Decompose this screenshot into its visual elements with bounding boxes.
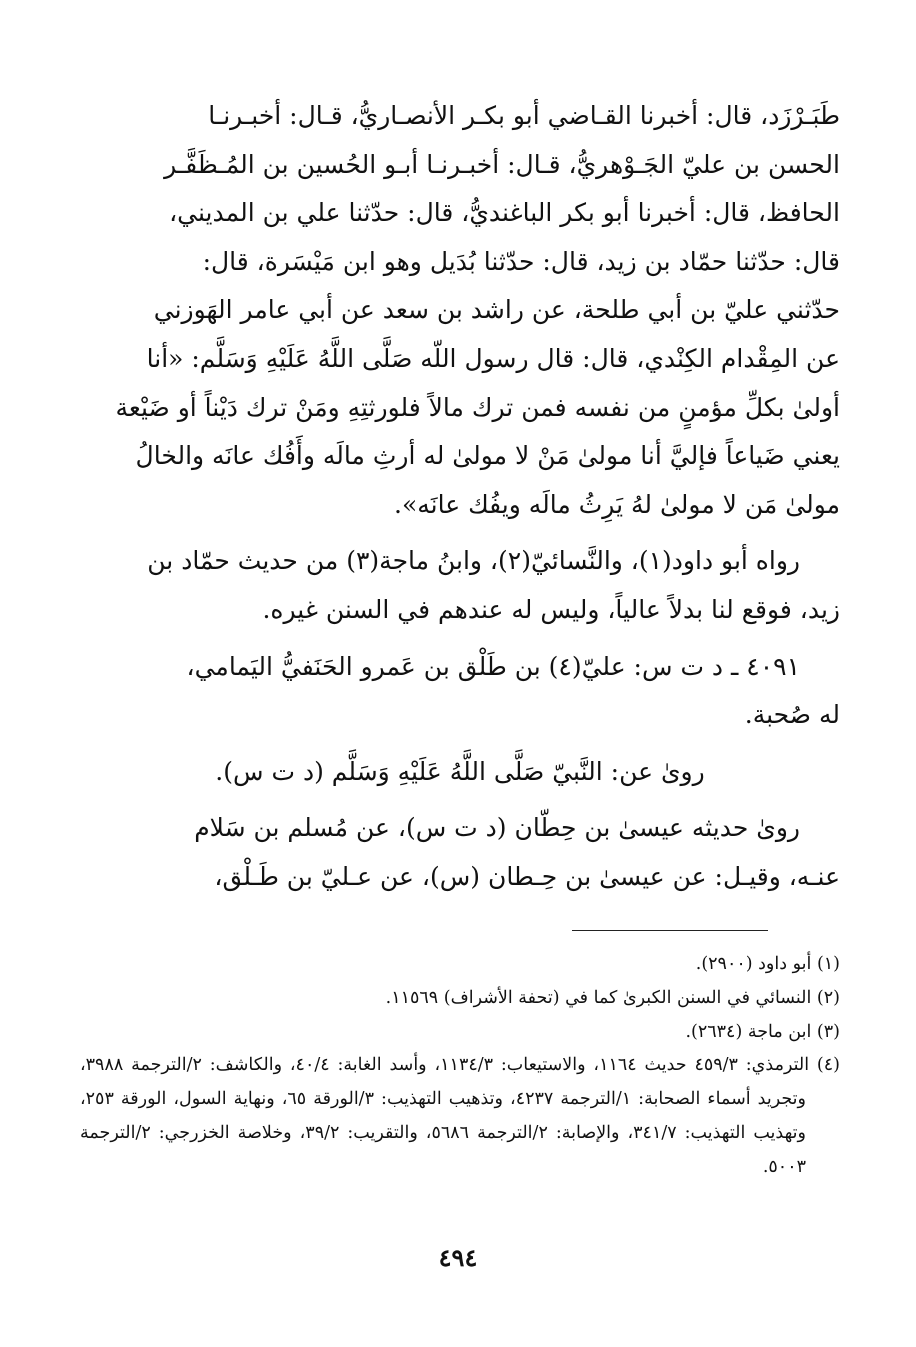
biography-entry xyxy=(80,643,840,740)
text-line: روىٰ حديثه عيسىٰ بن حِطّان (د ت س)، عن مُسلم بن سَلام xyxy=(194,813,800,843)
text-line: زيد، فوقع لنا بدلاً عالياً، وليس له عندهم في السنن غيره. xyxy=(262,594,840,624)
footnote: (١) أبو داود (٢٩٠٠). xyxy=(695,954,840,974)
riwaya-paragraph xyxy=(80,804,840,901)
narration-paragraph xyxy=(80,537,840,634)
text-line: رواه أبو داود(١)، والنَّسائيّ(٢)، وابنُ ماجة(٣) من حديث حمّاد بن xyxy=(147,546,800,576)
text-line: روىٰ عن: النَّبيّ صَلَّى اللَّهُ عَلَيْهِ وَسَلَّم (د ت س). xyxy=(215,756,705,786)
footnote: (٤) الترمذي: ٤٥٩/٣ حديث ١١٦٤، والاستيعاب: ١١٣٤/٣، وأسد الغابة: ٤٠/٤، والكاشف: ٢/الترجمة ٣٩٨٨، وتجريد أسماء الصحابة: ١/الترجمة ٤٢٣٧، وتذهيب التهذيب: ٣/الورقة ٦٥، ونهاية السول، الورقة ٢٥٣، وتهذيب التهذيب: ٣٤١/٧، والإصابة: ٢/الترجمة ٥٦٨٦، والتقريب: ٣٩/٢، وخلاصة الخزرجي: ٢/الترجمة ٥٠٠٣. xyxy=(80,1055,840,1177)
page-number: ٤٩٤ xyxy=(438,1243,478,1272)
text-line: حدّثني عليّ بن أبي طلحة، عن راشد بن سعد عن أبي عامر الهَوزني xyxy=(153,295,840,325)
rawa-line xyxy=(80,748,840,797)
footnote: (٣) ابن ماجة (٢٦٣٤). xyxy=(685,1021,840,1042)
text-line: طَبَـرْزَد، قال: أخبرنا القـاضي أبو بكـر الأنصـاريُّ، قـال: أخبـرنـا xyxy=(208,101,840,130)
footnotes xyxy=(80,948,840,1185)
text-line: أولىٰ بكلِّ مؤمنٍ من نفسه فمن ترك مالاً فلورثتِهِ ومَنْ ترك دَيْناً أو ضَيْعة xyxy=(115,392,840,422)
footnote: (٢) النسائي في السنن الكبرىٰ كما في (تحفة الأشراف) ١١٥٦٩. xyxy=(385,987,840,1008)
text-line: قال: حدّثنا حمّاد بن زيد، قال: حدّثنا بُدَيل وهو ابن مَيْسَرة، قال: xyxy=(202,246,840,276)
text-line: مولىٰ مَن لا مولىٰ لهُ يَرِثُ مالَه ويفُك عانَه». xyxy=(394,489,840,519)
text-line: يعني ضَياعاً فإليَّ أنا مولىٰ مَنْ لا مولىٰ له أرثِ مالَه وأَفُك عانَه والخالُ xyxy=(135,441,840,471)
text-line: الحافظ، قال: أخبرنا أبو بكر الباغنديُّ، قال: حدّثنا علي بن المديني، xyxy=(169,198,840,228)
entry-heading: ٤٠٩١ ـ د ت س: عليّ(٤) بن طَلْق بن عَمرو الحَنَفيُّ اليَمامي، xyxy=(186,651,800,681)
text-line: عنـه، وقيـل: عن عيسىٰ بن حِـطان (س)، عن عـليّ بن طَـلْق، xyxy=(214,861,840,891)
footnote-divider xyxy=(572,930,768,931)
text-line: له صُحبة. xyxy=(744,700,840,730)
text-line: عن المِقْدام الكِنْدي، قال: قال رسول اللّه صَلَّى اللَّهُ عَلَيْهِ وَسَلَّم: «أنا xyxy=(146,343,840,373)
text-line: الحسن بن عليّ الجَـوْهريُّ، قـال: أخبـرنـا أبـو الحُسين بن المُـظَفَّـر xyxy=(164,149,840,179)
main-text xyxy=(80,92,840,910)
hadith-paragraph xyxy=(80,92,840,529)
